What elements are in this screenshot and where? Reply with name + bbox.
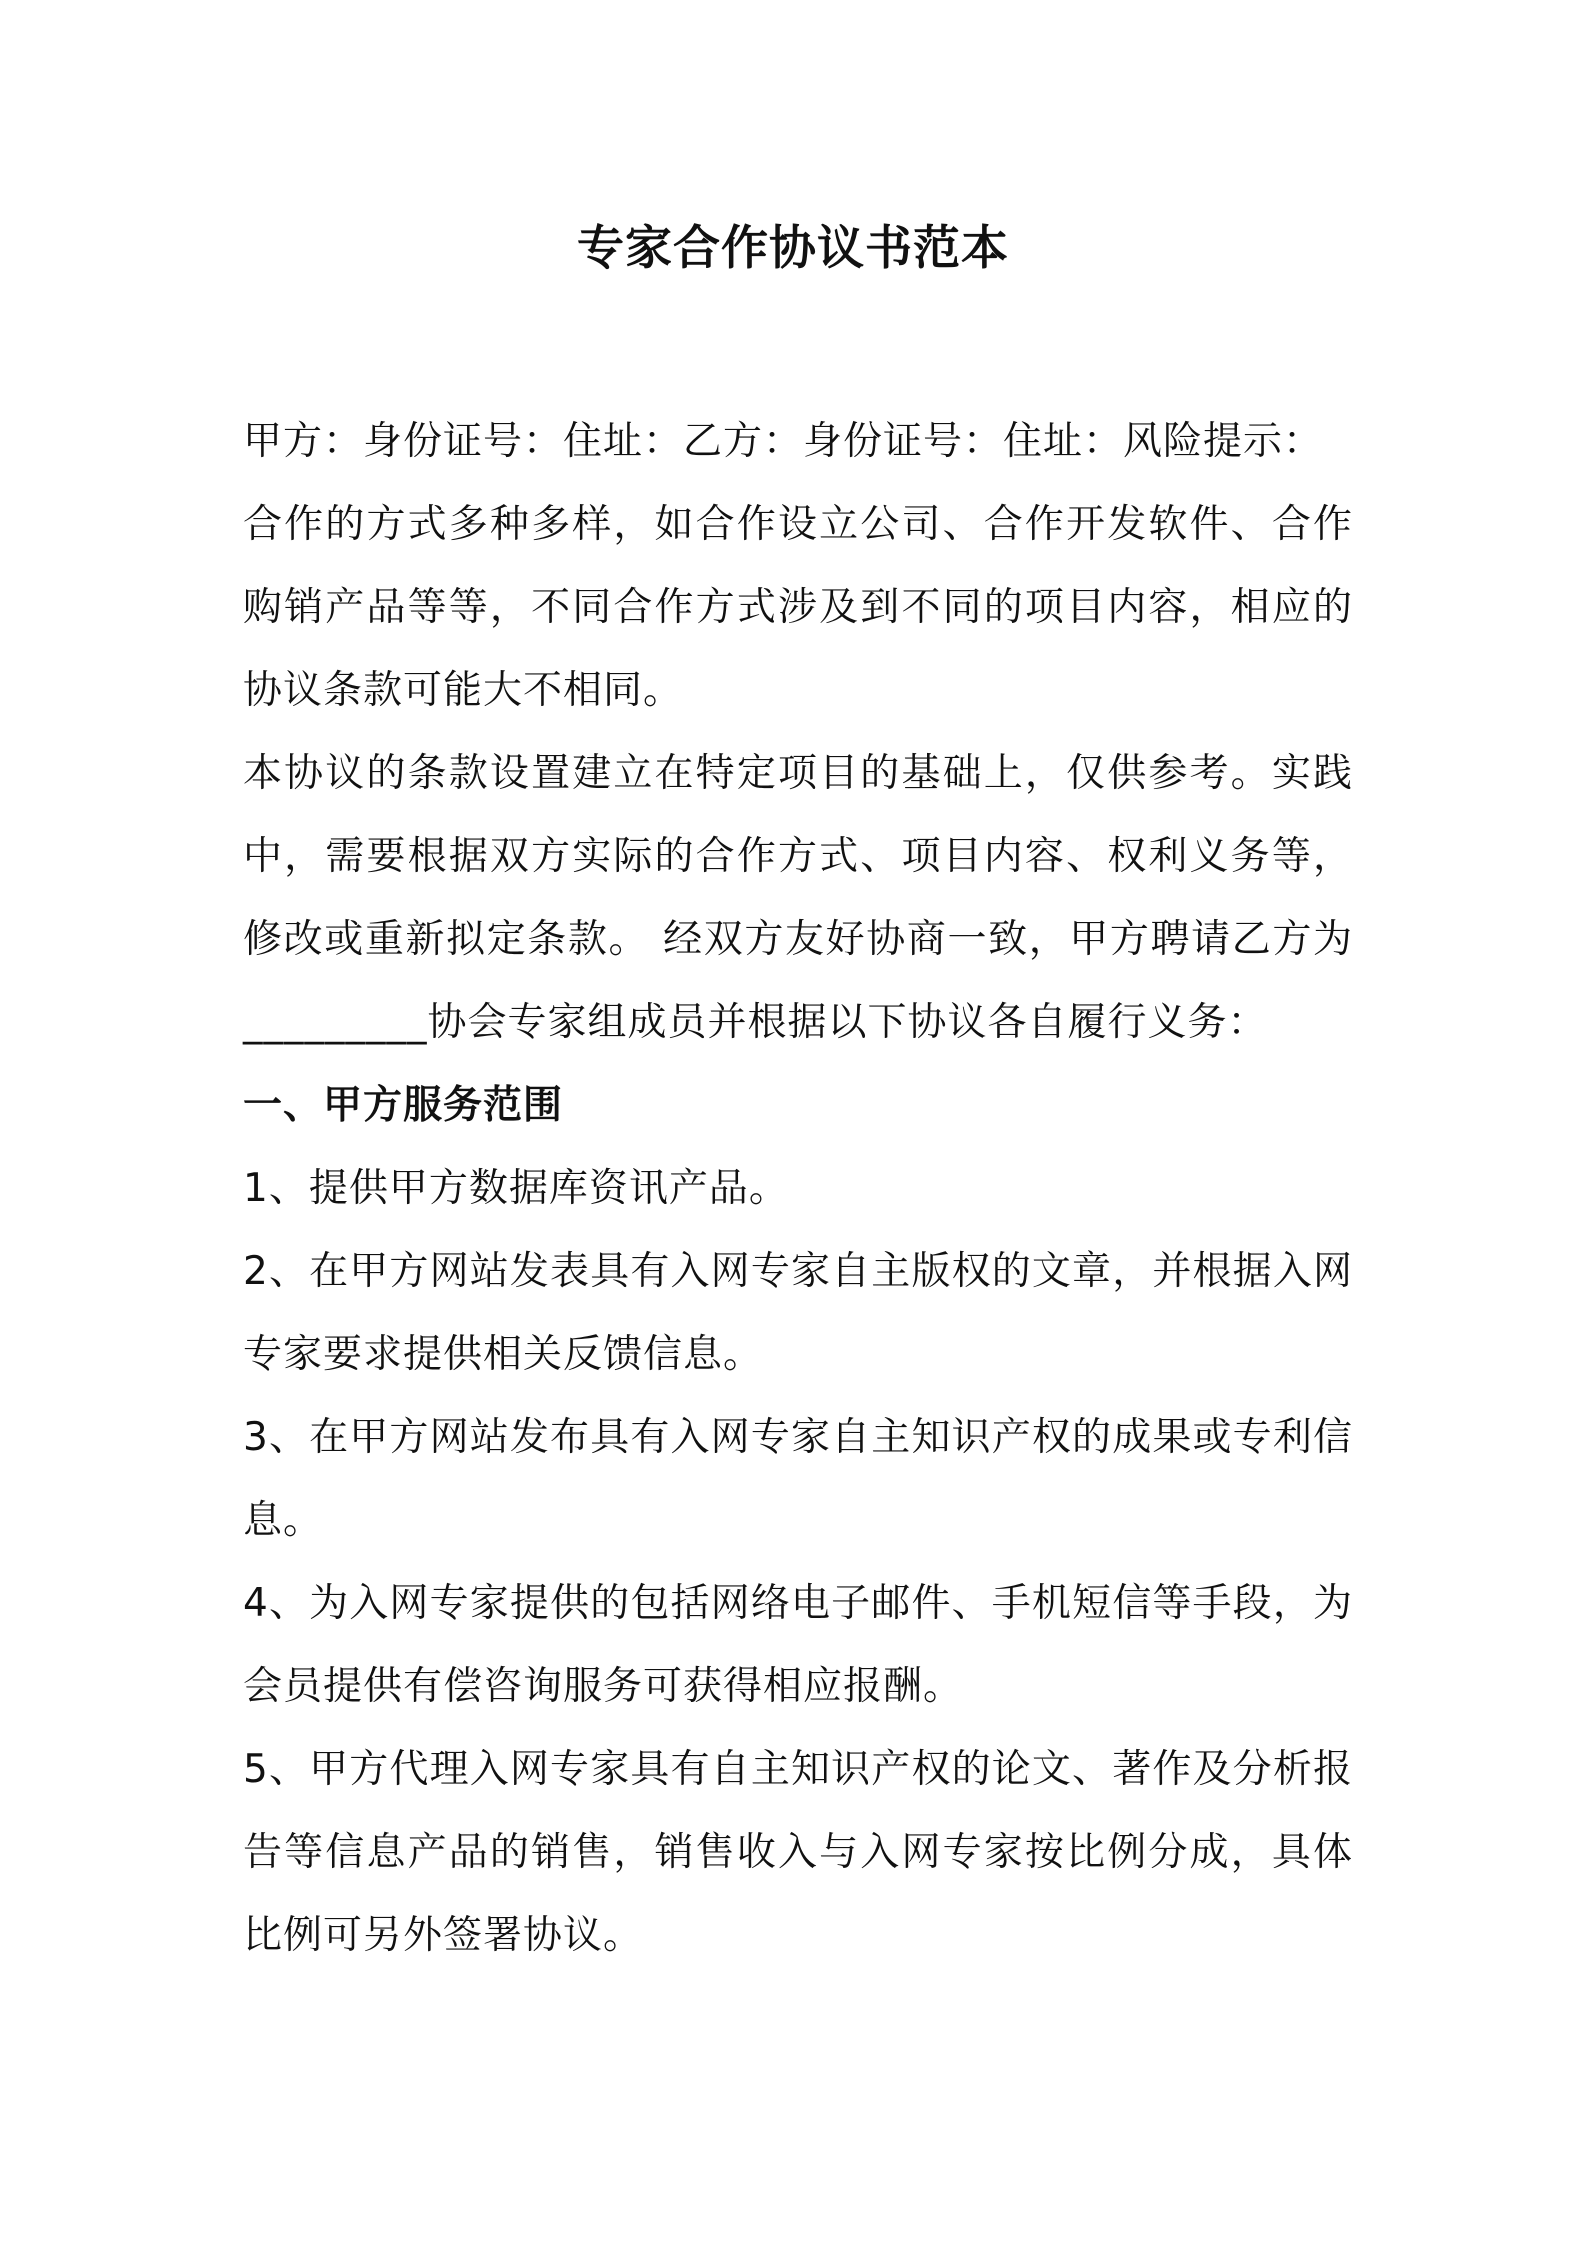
service-item-2: 2、在甲方网站发表具有入网专家自主版权的文章，并根据入网专家要求提供相关反馈信息。: [243, 1249, 1353, 1377]
risk-notice-paragraph: 合作的方式多种多样，如合作设立公司、合作开发软件、合作购销产品等等，不同合作方式涉及到不同的项目内容，相应的协议条款可能大不相同。: [243, 502, 1353, 713]
document-body: [243, 400, 1353, 1977]
service-item-5: 5、甲方代理入网专家具有自主知识产权的论文、著作及分析报告等信息产品的销售，销售收入与入网专家按比例分成，具体比例可另外签署协议。: [243, 1747, 1353, 1958]
agreement-basis-paragraph: 本协议的条款设置建立在特定项目的基础上，仅供参考。实践中，需要根据双方实际的合作方式、项目内容、权利义务等，修改或重新拟定条款。 经双方友好协商一致，甲方聘请乙方为_________协会专家组成员并根据以下协议各自履行义务：: [243, 751, 1353, 1045]
document-title: 专家合作协议书范本: [577, 221, 1009, 276]
section-heading-party-a-services: 一、甲方服务范围: [243, 1083, 564, 1128]
service-item-3: 3、在甲方网站发布具有入网专家自主知识产权的成果或专利信息。: [243, 1415, 1353, 1543]
parties-paragraph: 甲方：身份证号：住址：乙方：身份证号：住址：风险提示：: [243, 419, 1324, 464]
service-item-4: 4、为入网专家提供的包括网络电子邮件、手机短信等手段，为会员提供有偿咨询服务可获得相应报酬。: [243, 1581, 1353, 1709]
service-item-1: 1、提供甲方数据库资讯产品。: [243, 1166, 789, 1211]
